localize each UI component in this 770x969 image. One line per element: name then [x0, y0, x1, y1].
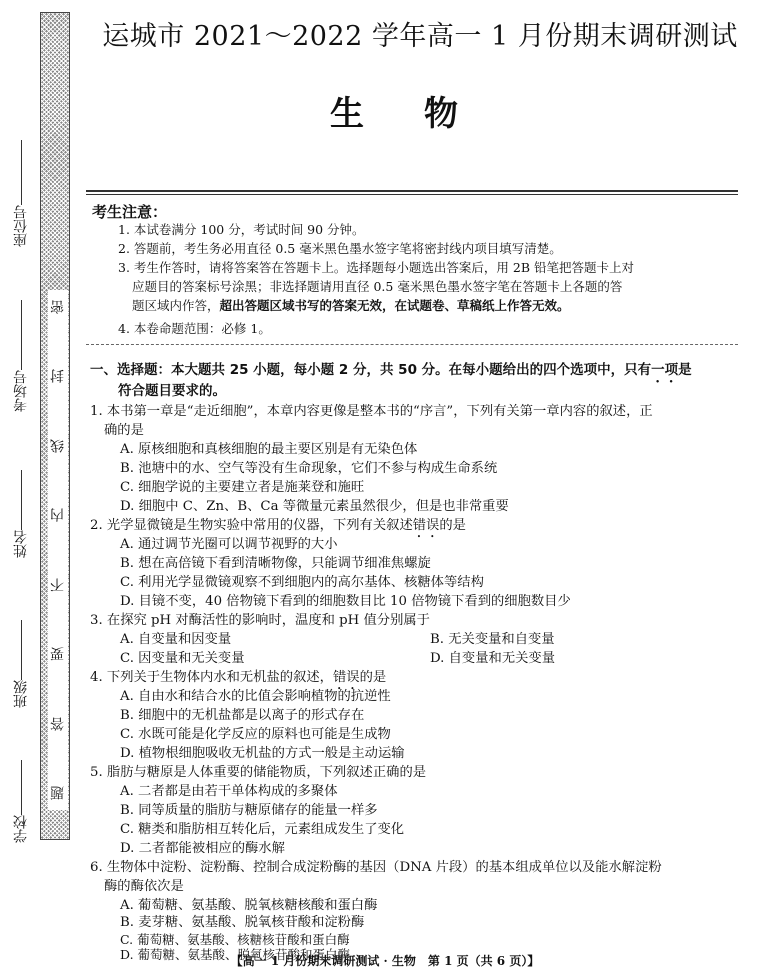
seal-word: 封 [50, 369, 66, 384]
class-field[interactable]: 班级 [6, 620, 36, 708]
option[interactable]: B. 麦芽糖、氨基酸、脱氧核苷酸和淀粉酶 [120, 915, 365, 930]
seal-word: 要 [50, 647, 66, 662]
option[interactable]: A. 通过调节光圈可以调节视野的大小 [120, 537, 338, 552]
option[interactable]: C. 葡萄糖、氨基酸、核糖核苷酸和蛋白酶 [120, 932, 350, 947]
option[interactable]: B. 想在高倍镜下看到清晰物像，只能调节细准焦螺旋 [120, 556, 431, 571]
option[interactable]: A. 葡萄糖、氨基酸、脱氧核糖核酸和蛋白酶 [120, 898, 378, 913]
notice-item: 2. 答题前，考生务必用直径 0.5 毫米黑色墨水签字笔将密封线内项目填写清楚。 [118, 241, 562, 256]
option[interactable]: C. 利用光学显微镜观察不到细胞内的高尔基体、核糖体等结构 [120, 575, 484, 590]
subject-title: 生物 [330, 94, 518, 134]
option[interactable]: D. 目镜不变，40 倍物镜下看到的细胞数目比 10 倍物镜下看到的细胞数目少 [120, 594, 571, 609]
question-stem: 酶的酶依次是 [104, 879, 184, 894]
exam-title: 运城市 2021～2022 学年高一 1 月份期末调研测试 [102, 21, 738, 52]
section-heading: 一、选择题：本大题共 25 小题，每小题 2 分，共 50 分。在每小题给出的四个选项中，只有一项是 [90, 362, 692, 378]
option[interactable]: D. 植物根细胞吸收无机盐的方式一般是主动运输 [120, 746, 405, 761]
seal-word: 密 [50, 300, 66, 314]
notice-item: 应题目的答案标号涂黑；非选择题请用直径 0.5 毫米黑色墨水签字笔在答题卡上各题的答 [132, 279, 623, 294]
option[interactable]: C. 细胞学说的主要建立者是施莱登和施旺 [120, 480, 365, 495]
seat-number-field[interactable]: 座位号 [6, 140, 36, 247]
option[interactable]: D. 葡萄糖、氨基酸、脱氧核苷酸和蛋白酶 [120, 947, 351, 962]
option[interactable]: B. 细胞中的无机盐都是以离子的形式存在 [120, 708, 365, 723]
question-stem: 6. 生物体中淀粉、淀粉酶、控制合成淀粉酶的基因（DNA 片段）的基本组成单位以及能水解淀粉 [90, 860, 662, 875]
divider [86, 194, 738, 195]
notice-heading: 考生注意： [92, 203, 168, 221]
option[interactable]: C. 糖类和脂肪相互转化后，元素组成发生了变化 [120, 822, 405, 837]
option[interactable]: B. 池塘中的水、空气等没有生命现象，它们不参与构成生命系统 [120, 461, 498, 476]
option[interactable]: A. 原核细胞和真核细胞的最主要区别是有无染色体 [120, 442, 418, 457]
page-footer: 【高一 1 月份期末调研测试 · 生物 第 1 页（共 6 页）】 [230, 954, 540, 968]
exam-room-field[interactable]: 考场号 [6, 300, 36, 412]
seal-word: 不 [50, 577, 66, 592]
option[interactable]: B. 无关变量和自变量 [430, 632, 555, 647]
seal-word: 题 [50, 785, 66, 800]
section-heading-cont: 符合题目要求的。 [118, 383, 226, 399]
option[interactable]: A. 自由水和结合水的比值会影响植物的抗逆性 [120, 689, 391, 704]
seal-line-text [48, 290, 68, 810]
option[interactable]: C. 水既可能是化学反应的原料也可能是生成物 [120, 727, 391, 742]
question-stem: 确的是 [104, 423, 144, 438]
option[interactable]: A. 二者都是由若干单体构成的多聚体 [120, 784, 338, 799]
option[interactable]: B. 同等质量的脂肪与糖原储存的能量一样多 [120, 803, 378, 818]
notice-emphasis: 超出答题区域书写的答案无效，在试题卷、草稿纸上作答无效。 [219, 298, 570, 313]
seal-word: 线 [50, 438, 66, 453]
divider [86, 344, 738, 345]
question-stem: 1. 本书第一章是“走近细胞”，本章内容更像是整本书的“序言”，下列有关第一章内容的叙述，正 [90, 404, 653, 419]
option[interactable]: D. 细胞中 C、Zn、B、Ca 等微量元素虽然很少，但是也非常重要 [120, 499, 509, 514]
notice-item: 1. 本试卷满分 100 分，考试时间 90 分钟。 [118, 222, 365, 237]
question-stem: 5. 脂肪与糖原是人体重要的储能物质，下列叙述正确的是 [90, 765, 427, 780]
school-field[interactable]: 学校 [6, 760, 36, 843]
question-stem: 2. 光学显微镜是生物实验中常用的仪器，下列有关叙述错误的是 [90, 518, 466, 533]
option[interactable]: A. 自变量和因变量 [120, 632, 232, 647]
notice-item: 题区域内作答，超出答题区域书写的答案无效，在试题卷、草稿纸上作答无效。 [132, 298, 570, 313]
notice-item: 4. 本卷命题范围：必修 1。 [118, 321, 271, 336]
question-stem: 3. 在探究 pH 对酶活性的影响时，温度和 pH 值分别属于 [90, 613, 430, 628]
option[interactable]: D. 自变量和无关变量 [430, 651, 556, 666]
seal-word: 答 [50, 716, 66, 731]
name-field[interactable]: 姓名 [6, 470, 36, 558]
option[interactable]: D. 二者都能被相应的酶水解 [120, 841, 285, 856]
seal-word: 内 [50, 508, 66, 523]
notice-item: 3. 考生作答时，请将答案答在答题卡上。选择题每小题选出答案后，用 2B 铅笔把答题卡上对 [118, 260, 634, 275]
divider [86, 190, 738, 192]
question-stem: 4. 下列关于生物体内水和无机盐的叙述，错误的是 [90, 670, 387, 685]
option[interactable]: C. 因变量和无关变量 [120, 651, 245, 666]
